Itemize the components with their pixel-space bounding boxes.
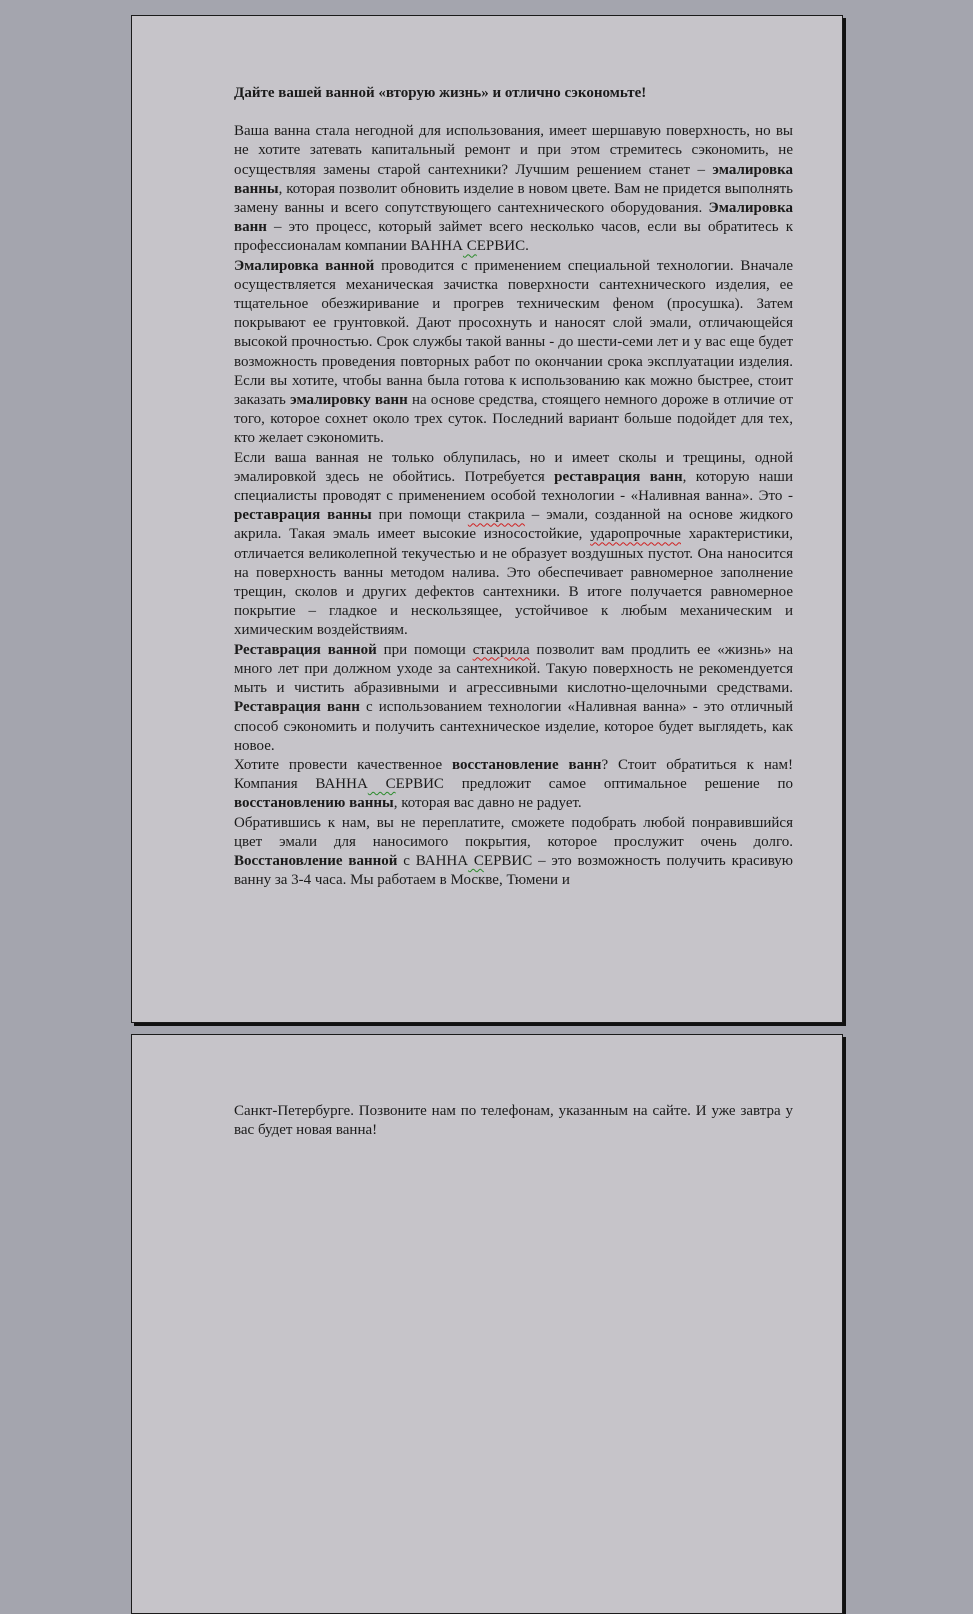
text-run: Ваша ванна стала негодной для использования, имеет шершавую поверхность, но вы не хотите затевать капитальный ремонт и при этом стремитесь сэкономить, не осуществляя замены старой сантехники? Лучшим решением станет – (234, 123, 793, 178)
keyword-bold: восстановлению ванны (234, 795, 394, 812)
spelling-marked-word[interactable]: стакрила (472, 641, 530, 658)
grammar-marked-text[interactable]: С (462, 238, 477, 255)
paragraph-6 (234, 814, 793, 891)
text-run: проводится с применением специальной технологии. Вначале осуществляется механическая зачистка поверхности сантехнического изделия, ее тщательное обезжиривание и прогрев техническим феном (просушка). Затем покрывают ее грунтовкой. Дают просохнуть и наносят слой эмали, отличающейся высокой прочностью. Срок службы такой ванны - до шести-семи лет и у вас еще будет возможность проведения повторных работ по окончании срока эксплуатации изделия. Если вы хотите, чтобы ванна была готова к использованию как можно быстрее, стоит заказать (234, 257, 793, 409)
keyword-bold: эмалировку ванн (290, 392, 408, 409)
text-run: Обратившись к нам, вы не переплатите, сможете подобрать любой понравившийся цвет эмали для наносимого покрытия, которое прослужит очень долго. (234, 814, 793, 850)
text-run: при помощи (371, 507, 468, 524)
text-run: , которую наши специалисты проводят с применением особой технологии - «Наливная ванна». Это - (234, 468, 793, 505)
keyword-bold: Реставрация ванной (234, 641, 377, 658)
text-run: ЕРВИС. (476, 238, 529, 255)
spelling-marked-word[interactable]: ударопрочные (590, 526, 681, 543)
keyword-bold: реставрация ванны (234, 507, 372, 524)
text-run: , которая вас давно не радует. (393, 795, 582, 812)
spelling-marked-word[interactable]: стакрила (467, 507, 525, 524)
paragraph-5 (234, 756, 793, 814)
grammar-marked-text[interactable]: С (468, 852, 484, 869)
paragraph-continuation: Санкт-Петербурге. Позвоните нам по телефонам, указанным на сайте. И уже завтра у вас будет новая ванна! (234, 1103, 793, 1139)
text-run: на основе средства, стоящего немного дороже в отличие от того, которое сохнет около трех суток. Последний вариант больше подойдет для тех, кто желает сэкономить. (234, 392, 793, 447)
text-run: с использованием технологии «Наливная ванна» - это отличный способ сэкономить и получить сантехническое изделие, которое будет выглядеть, как новое. (234, 699, 793, 754)
page-2-body[interactable] (234, 1102, 793, 1140)
keyword-bold: Эмалировка ванн (234, 200, 793, 236)
text-run: ? Стоит обратиться к нам! Компания ВАННА (234, 756, 793, 793)
text-run: позволит вам продлить ее «жизнь» на много лет при должном уходе за сантехникой. Такую поверхность не рекомендуется мыть и чистить абразивными и агрессивными кислотно-щелочными средствами. (234, 641, 793, 697)
text-run: характеристики, отличается великолепной текучестью и не образует воздушных пустот. Она наносится на поверхность ванны методом налива. Это обеспечивает равномерное заполнение трещин, сколов и других дефектов сантехники. В итоге получается равномерное покрытие – гладкое и нескользящее, устойчивое к любым механическим и химическим воздействиям. (234, 526, 793, 639)
grammar-marked-text[interactable]: С (367, 776, 396, 793)
paragraph-2 (234, 257, 793, 449)
text-run: Хотите провести качественное (234, 756, 453, 773)
article-title: Дайте вашей ванной «вторую жизнь» и отлично сэкономьте! (234, 85, 647, 101)
document-page-2 (131, 1034, 843, 1614)
document-page-1 (131, 15, 843, 1023)
keyword-bold: Эмалировка ванной (234, 257, 375, 274)
text-run: с ВАННА (397, 852, 469, 869)
text-run: – эмали, созданной на основе жидкого акрила. Такая эмаль имеет высокие износостойкие, (234, 507, 793, 543)
keyword-bold: эмалировка ванны (234, 161, 793, 197)
paragraph-1 (234, 122, 793, 256)
keyword-bold: Реставрация ванн (234, 699, 360, 716)
paragraph-3 (234, 449, 793, 641)
text-run: ЕРВИС – это возможность получить красивую ванну за 3-4 часа. Мы работаем в Москве, Тюмени и (234, 852, 793, 889)
text-run: – это процесс, который займет всего несколько часов, если вы обратитесь к профессионалам компании ВАННА (234, 219, 793, 255)
keyword-bold: восстановление ванн (452, 756, 602, 773)
text-run: , которая позволит обновить изделие в новом цвете. Вам не придется выполнять замену ванны и всего сопутствующего сантехнического оборудования. (234, 180, 793, 217)
page-1-body[interactable] (234, 84, 793, 970)
text-run: ЕРВИС предложит самое оптимальное решение по (395, 776, 793, 793)
keyword-bold: реставрация ванн (554, 468, 683, 485)
text-run: при помощи (376, 641, 473, 658)
text-run: Если ваша ванная не только облупилась, но и имеет сколы и трещины, одной эмалировкой здесь не обойтись. Потребуется (234, 449, 793, 485)
keyword-bold: Восстановление ванной (234, 852, 398, 869)
paragraph-4 (234, 641, 793, 756)
